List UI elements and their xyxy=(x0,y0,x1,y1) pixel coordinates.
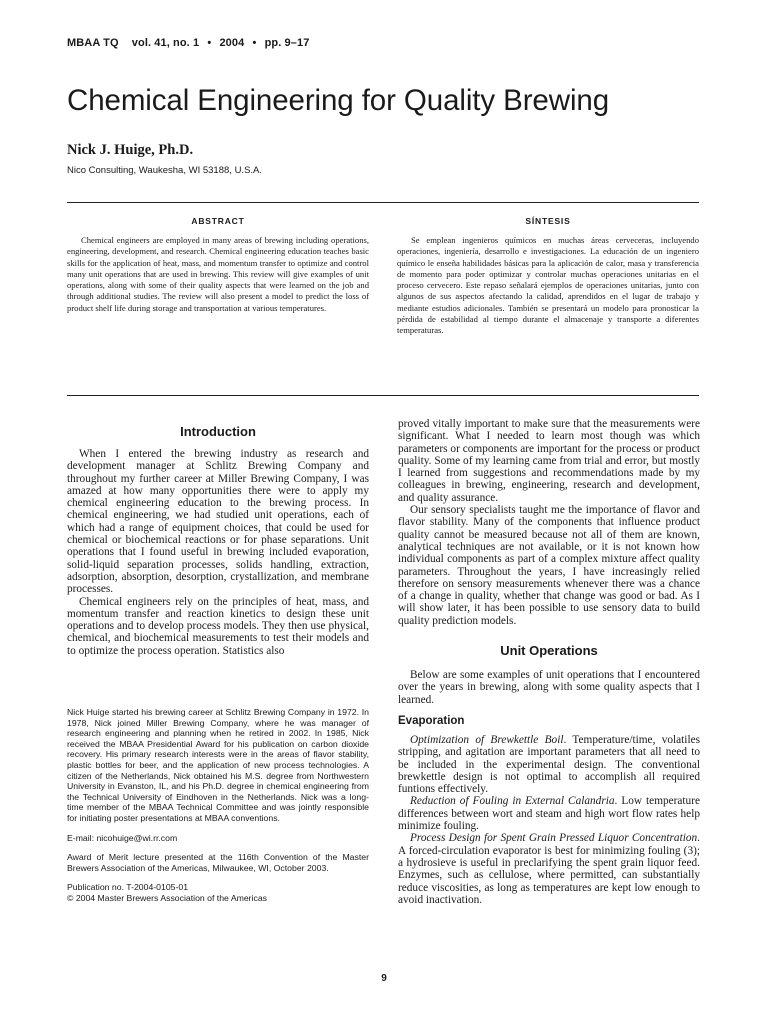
article-title: Chemical Engineering for Quality Brewing xyxy=(67,84,610,117)
sintesis-text: Se emplean ingenieros químicos en muchas áreas cerveceras, incluyendo operaciones, ingeniería, desarrollo e investigaciones. La educación de un ingeniero químico le enseña habilidades básicas para la aplicación de calor, masa y transferencia de momento para poder optimizar y controlar muchas operaciones unitarias en el proceso cervecero. Este repaso señalará ejemplos de operaciones unitarias, junto con algunos de sus aspectos afectando la calidad, aprendidos en el lugar de trabajo y mediante estudios adicionales. También se presentará un modelo para pronosticar la pérdida de estabilidad al tiempo durante el almacenaje y transporte a diferentes temperaturas. xyxy=(397,235,699,336)
sintesis-section xyxy=(397,216,699,337)
introduction-paragraph: When I entered the brewing industry as research and development manager at Schlitz Brewing Company and throughout my further career at Miller Brewing Company, I was amazed at how many opportunities there were to apply my chemical engineering education to the brewing process. In chemical engineering, we had studied unit operations, each of which had a range of equipment choices, that could be used for chemical or biochemical reactions or for phase separations. Unit operations that I found useful in brewing included evaporation, solid-liquid separation processes, solids handling, extraction, adsorption, absorption, desorption, crystallization, and membrane processes. xyxy=(67,448,369,596)
award-note: Award of Merit lecture presented at the 116th Convention of the Master Brewers Association of the Americas, Milwaukee, WI, October 2003. xyxy=(67,852,369,873)
journal-year: 2004 xyxy=(219,37,245,49)
item-title: Reduction of Fouling in External Calandria xyxy=(410,795,615,808)
unit-operations-intro: Below are some examples of unit operations that I encountered over the years in brewing, along with some quality aspects that I learned. xyxy=(398,669,700,706)
abstract-section xyxy=(67,216,369,314)
item-text: A forced-circulation evaporator is best for minimizing fouling (3); a hydrosieve is useful in preclarifying the spent grain liquor feed. Enzymes, such as cellulose, where permitted, can substantially reduce viscosities, as long as temperatures are kept low enough to avoid inactivation. xyxy=(398,844,700,906)
journal-name: MBAA TQ xyxy=(67,37,119,49)
header-separator: • xyxy=(207,37,212,49)
evaporation-item: Process Design for Spent Grain Pressed Liquor Concentration. A forced-circulation evaporator is best for minimizing fouling (3); a hydrosieve is useful in preclarifying the spent grain liquor feed. Enzymes, such as cellulose, where permitted, can substantially reduce viscosities, as long as temperatures are kept low enough to avoid inactivation. xyxy=(398,832,700,906)
abstract-heading: ABSTRACT xyxy=(191,216,245,226)
journal-header xyxy=(67,37,309,49)
item-title: Process Design for Spent Grain Pressed Liquor Concentration xyxy=(410,832,698,845)
author-footnote xyxy=(67,707,369,904)
abstract-text: Chemical engineers are employed in many areas of brewing including operations, engineering, development, and research. Chemical engineering education teaches basic skills for the application of heat, mass, and momentum transfer to optimize and control many unit operations that are used in brewing. This review will give examples of unit operations, along with some of their quality aspects that were learned on the job and through additional studies. The review will also present a model to predict the loss of product shelf life during storage and transportation at various temperatures. xyxy=(67,235,369,313)
evaporation-heading: Evaporation xyxy=(398,714,465,727)
author-bio: Nick Huige started his brewing career at Schlitz Brewing Company in 1972. In 1978, Nick joined Miller Brewing Company, where he was manager of research engineering and planning when he retired in 2002. In 1985, Nick received the MBAA Presidential Award for his publication on carbon dioxide recovery. His primary research interests were in the areas of flavor stability, plastic bottles for beer, and the application of new process technologies. A citizen of the Netherlands, Nick obtained his M.S. degree from Northwestern University in Evanston, IL, and his Ph.D. degree in chemical engineering from the Technical University of Eindhoven in the Netherlands. Nick was a long-time member of the MBAA Technical Committee and was jointly responsible for initiating poster presentations at MBAA conventions. xyxy=(67,707,369,823)
header-separator: • xyxy=(252,37,257,49)
introduction-paragraph: Chemical engineers rely on the principles of heat, mass, and momentum transfer and reaction kinetics to design these unit operations and to develop process models. They then use physical, chemical, and biochemical measurements to test their models and to optimize the process operation. Statistics also xyxy=(67,595,369,657)
introduction-heading: Introduction xyxy=(180,424,256,439)
author-name: Nick J. Huige, Ph.D. xyxy=(67,142,194,158)
introduction-section xyxy=(67,424,369,657)
copyright-notice: © 2004 Master Brewers Association of the Americas xyxy=(67,892,268,903)
abstract-divider xyxy=(67,395,699,396)
author-email: E-mail: nicohuige@wi.rr.com xyxy=(67,832,178,843)
sensory-paragraph: Our sensory specialists taught me the importance of flavor and flavor stability. Many of the components that influence product quality cannot be measured because not all of them are known, analytical techniques are not available, or it is not known how individual components as part of a complex mixture affect quality parameters. Throughout the years, I have increasingly relied therefore on sensory measurements whenever there was a chance of a change in quality, whether that change was good or bad. As I will show later, it has been possible to use sensory data to build quality prediction models. xyxy=(398,504,700,627)
author-affiliation: Nico Consulting, Waukesha, WI 53188, U.S.A. xyxy=(67,165,263,176)
unit-operations-heading: Unit Operations xyxy=(500,643,598,659)
evaporation-item: Optimization of Brewkettle Boil. Temperature/time, volatiles stripping, and agitation are important parameters that all need to be included in the experimental design. The conventional brewkettle design is not optimal to accomplish all required funtions effectively. xyxy=(398,733,700,796)
journal-pages: pp. 9–17 xyxy=(264,37,310,49)
sintesis-heading: SÍNTESIS xyxy=(525,216,571,226)
journal-volume: vol. 41, no. 1 xyxy=(131,37,200,49)
publication-number: Publication no. T-2004-0105-01 xyxy=(67,882,189,893)
item-title: Optimization of Brewkettle Boil xyxy=(410,733,564,746)
item-text: Low temperature differences between wort and steam and high wort flow rates help minimize fouling. xyxy=(398,795,700,833)
top-divider xyxy=(67,202,699,203)
evaporation-item: Reduction of Fouling in External Calandria. Low temperature differences between wort and steam and high wort flow rates help minimize fouling. xyxy=(398,795,700,833)
item-text: Temperature/time, volatiles stripping, and agitation are important parameters that all need to be included in the experimental design. The conventional brewkettle design is not optimal to accomplish all required funtions effectively. xyxy=(398,733,700,796)
continued-paragraph: proved vitally important to make sure that the measurements were significant. What I needed to learn most though was which parameters or components are important for the process or product quality. Some of my learning came from trial and error, but mostly I learned from suggestions and recommendations made by my colleagues in brewing, engineering, research and development, and quality assurance. xyxy=(398,418,700,504)
right-column xyxy=(398,418,700,906)
page-number: 9 xyxy=(381,973,387,984)
